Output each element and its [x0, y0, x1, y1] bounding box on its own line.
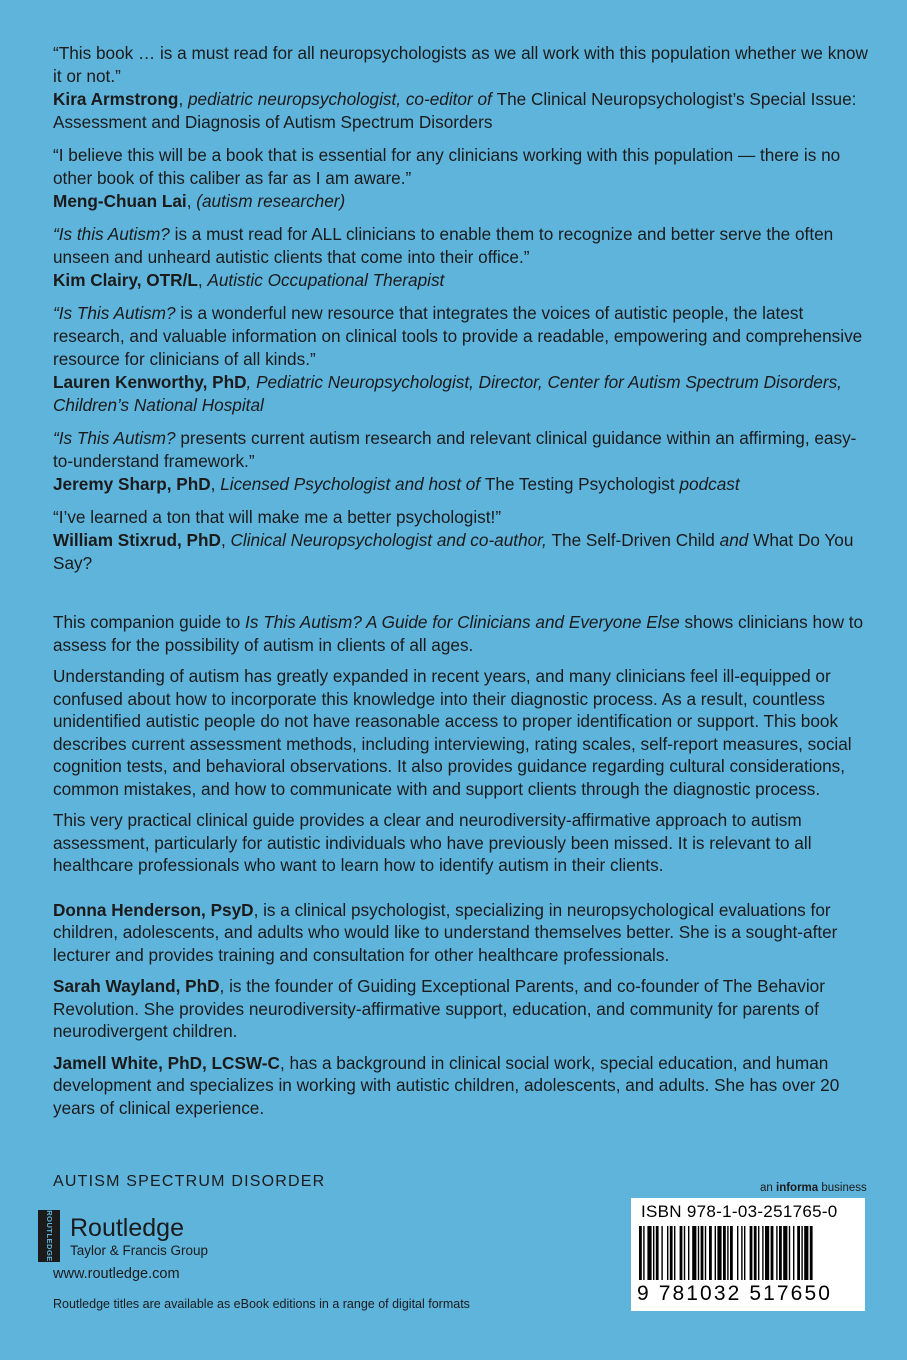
informa-tagline [760, 1182, 867, 1194]
quote-body: is a wonderful new resource that integrates the voices of autistic people, the latest research, and valuable information on clinical tools to provide a readable, empowering and comprehensive resource for clinicians of all kinds.” [53, 303, 863, 369]
barcode-image [639, 1226, 857, 1280]
publisher-block [38, 1210, 208, 1262]
barcode-bar [639, 1226, 642, 1280]
description-text: This companion guide to [53, 612, 246, 632]
endorsement-quote [53, 42, 868, 134]
endorser-role: (autism researcher) [196, 191, 346, 211]
barcode-bar [737, 1226, 738, 1280]
barcode-bar [674, 1226, 675, 1280]
barcode-bar [776, 1226, 777, 1280]
quote-text [53, 302, 868, 371]
endorsement-quote [53, 506, 868, 575]
book-title: Is This Autism? A Guide for Clinicians and Everyone Else [245, 612, 680, 632]
barcode-bar [783, 1226, 787, 1280]
quote-text: “This book … is a must read for all neuropsychologists as we all work with this population whether we know it or not.” [53, 43, 868, 86]
isbn-number: ISBN 978-1-03-251765-0 [641, 1202, 838, 1221]
description-paragraph: Understanding of autism has greatly expanded in recent years, and many clinicians feel ill-equipped or confused about how to incorporate this knowledge into their diagnostic process. As a result, countless unidentified autistic people do not have reasonable access to proper identification or support. This book describes current assessment methods, including interviewing, rating scales, self-report measures, social cognition tests, and behavioral observations. It also provides guidance regarding cultural considerations, common mistakes, and how to communicate with and support clients through the diagnostic process. [53, 666, 852, 799]
informa-suffix: business [818, 1182, 867, 1194]
endorser-name: Kira Armstrong [53, 89, 179, 109]
barcode-bar [684, 1226, 685, 1280]
description-paragraph [53, 611, 868, 656]
barcode-bar [730, 1226, 733, 1280]
barcode-bar [653, 1226, 654, 1280]
separator: , [178, 89, 188, 109]
barcode-bar [698, 1226, 699, 1280]
barcode-bar [715, 1226, 716, 1280]
author-name: Sarah Wayland, PhD [53, 976, 220, 996]
barcode-bar [692, 1226, 696, 1280]
book-title: “Is this Autism? [53, 224, 170, 244]
barcode-bar [723, 1226, 726, 1280]
endorser-work: The Self-Driven Child [551, 530, 715, 550]
barcode-bar [680, 1226, 683, 1280]
author-bio [53, 975, 868, 1043]
barcode-bar [801, 1226, 802, 1280]
publisher-group: Taylor & Francis Group [70, 1242, 209, 1258]
subject-category: AUTISM SPECTRUM DISORDER [53, 1173, 326, 1190]
barcode-bar [701, 1226, 704, 1280]
separator: , [210, 474, 221, 494]
barcode-bar [762, 1226, 763, 1280]
endorsement-quote [53, 144, 868, 213]
endorser-work-2: What Do You Say? [53, 530, 854, 573]
separator: , [186, 191, 197, 211]
ebook-note: Routledge titles are available as eBook editions in a range of digital formats [53, 1297, 470, 1311]
barcode-bar [717, 1226, 721, 1280]
author-bio-text: , is a clinical psychologist, specializing in neuropsychological evaluations for children, adolescents, and adults who would like to understand themselves better. She is a sought-after lecturer and provides training and consultation for other healthcare professionals. [53, 899, 838, 965]
informa-prefix: an [760, 1182, 776, 1194]
barcode-bar [810, 1226, 813, 1280]
book-title: “Is This Autism? [53, 303, 176, 323]
barcode-bar [741, 1226, 742, 1280]
endorsement-quote [53, 223, 868, 292]
author-bio-text: , is the founder of Guiding Exceptional Parents, and co-founder of The Behavior Revolution. She provides neurodiversity-affirmative support, education, and community for parents of neurodivergent children. [53, 976, 825, 1041]
quote-text [53, 223, 868, 269]
description-text: shows clinicians how to assess for the possibility of autism in clients of all ages. [53, 612, 864, 655]
endorser-role: Clinical Neuropsychologist and co-author, [230, 530, 552, 550]
endorser-name: Meng-Chuan Lai [53, 191, 187, 211]
quote-body: is a must read for ALL clinicians to enable them to recognize and better serve the often unseen and unheard autistic clients that come into their office.” [53, 224, 834, 267]
logo-lettering: ROUTLEDGE [45, 1210, 55, 1262]
barcode-bar [750, 1226, 753, 1280]
back-cover-text [53, 42, 868, 1128]
barcode-bar [670, 1226, 673, 1280]
endorser-role-suffix: podcast [674, 474, 740, 494]
conjunction: and [714, 530, 754, 550]
barcode-bar [754, 1226, 757, 1280]
barcode-bar [758, 1226, 759, 1280]
endorser-role: Autistic Occupational Therapist [207, 270, 445, 290]
routledge-logo-icon [38, 1210, 60, 1262]
author-bio-text: , has a background in clinical social work, special education, and human development and specializes in working with autistic children, adolescents, and adults. She has over 20 years of clinical experience. [53, 1052, 840, 1118]
endorser-role: Licensed Psychologist and host of [220, 474, 485, 494]
publisher-name: Routledge [70, 1213, 184, 1242]
quote-text [53, 427, 868, 473]
publisher-website: www.routledge.com [53, 1266, 180, 1282]
book-title: “Is This Autism? [53, 428, 176, 448]
barcode-digits: 9 781032 517650 [637, 1282, 832, 1305]
barcode-bar [661, 1226, 662, 1280]
barcode-bar [789, 1226, 790, 1280]
barcode-bar [765, 1226, 769, 1280]
quote-text: “I’ve learned a ton that will make me a better psychologist!” [53, 507, 502, 527]
barcode-bar [727, 1226, 728, 1280]
barcode-bar [688, 1226, 689, 1280]
endorser-role: pediatric neuropsychologist, co-editor of [188, 89, 497, 109]
barcode-bar [793, 1226, 794, 1280]
endorser-work: The Testing Psychologist [484, 474, 675, 494]
author-name: Donna Henderson, PsyD [53, 899, 254, 920]
author-bio [53, 1052, 868, 1120]
quote-body: presents current autism research and relevant clinical guidance within an affirming, easy-to-understand framework.” [53, 428, 857, 471]
endorser-name: Lauren Kenworthy, PhD [53, 372, 247, 392]
barcode-bar [744, 1226, 745, 1280]
barcode-bar [656, 1226, 659, 1280]
endorser-name: William Stixrud, PhD [53, 530, 221, 550]
author-name: Jamell White, PhD, LCSW-C [53, 1052, 280, 1073]
author-bio [53, 899, 868, 967]
separator: , [197, 270, 208, 290]
separator: , [220, 530, 231, 550]
description-paragraph: This very practical clinical guide provides a clear and neurodiversity-affirmative approach to autism assessment, particularly for autistic individuals who have previously been missed. It is relevant to all healthcare professionals who want to learn how to identify autism in their clients. [53, 810, 812, 875]
isbn-barcode-block [631, 1198, 865, 1311]
informa-brand: informa [776, 1182, 819, 1194]
barcode-bar [771, 1226, 774, 1280]
endorsement-quote [53, 302, 868, 417]
endorser-work: The Clinical Neuropsychologist’s Special Issue: Assessment and Diagnosis of Autism Spectrum Disorders [53, 89, 857, 132]
endorsement-quote [53, 427, 868, 496]
quote-text: “I believe this will be a book that is essential for any clinicians working with this population — there is no other book of this caliber as far as I am aware.” [53, 145, 841, 188]
barcode-bar [667, 1226, 668, 1280]
endorser-role: , Pediatric Neuropsychologist, Director, Center for Autism Spectrum Disorders, Children’s National Hospital [53, 372, 842, 415]
barcode-bar [705, 1226, 706, 1280]
barcode-bar [709, 1226, 712, 1280]
endorser-name: Jeremy Sharp, PhD [53, 474, 211, 494]
barcode-bar [647, 1226, 651, 1280]
endorser-name: Kim Clairy, OTR/L [53, 270, 198, 290]
barcode-bar [643, 1226, 644, 1280]
barcode-bar [804, 1226, 808, 1280]
barcode-bar [779, 1226, 782, 1280]
barcode-bar [797, 1226, 800, 1280]
